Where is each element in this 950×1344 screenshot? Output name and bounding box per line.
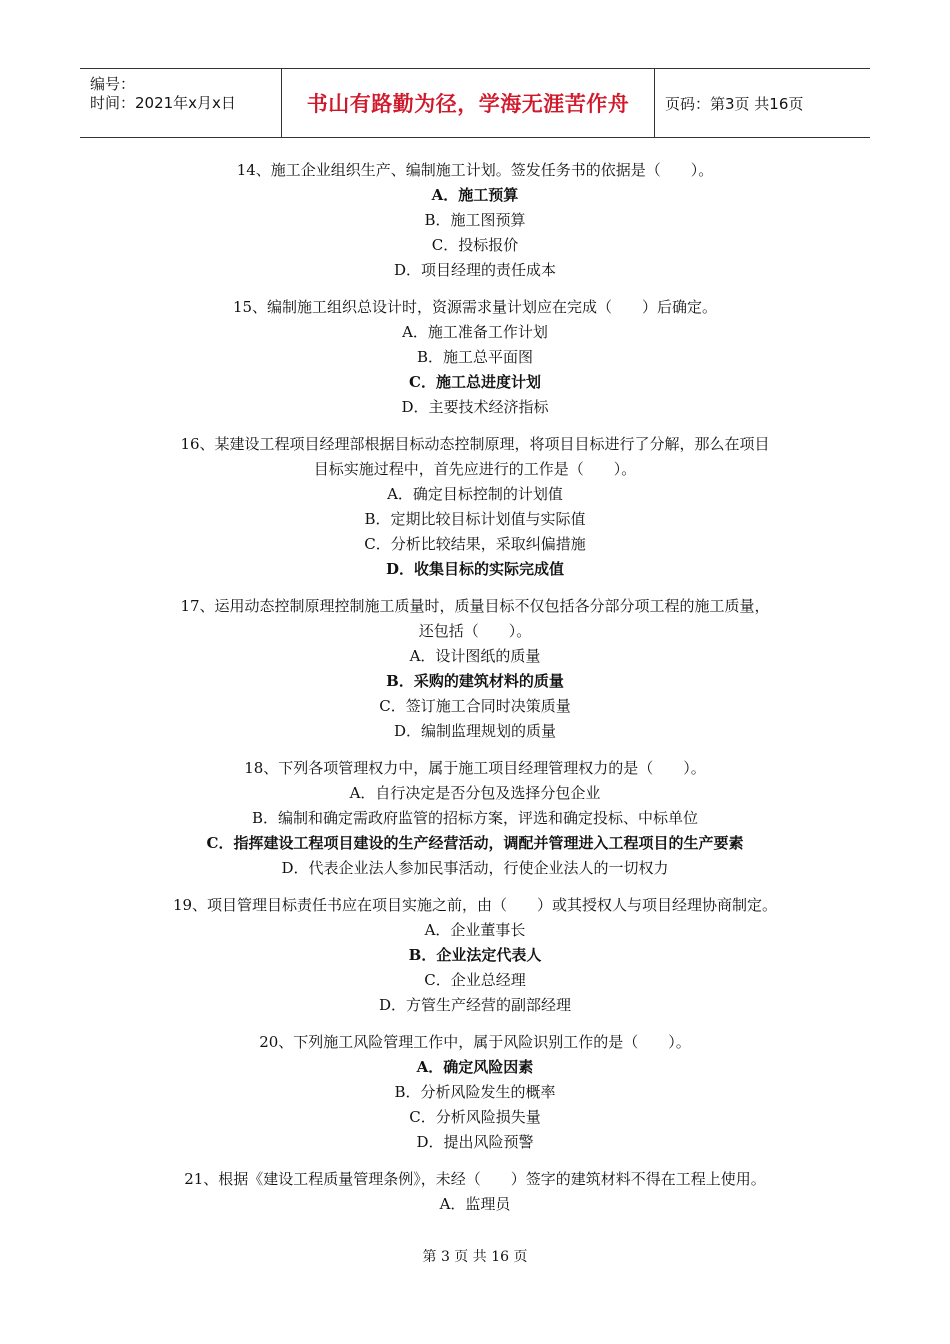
answer-option: D．主要技术经济指标 [401,398,549,416]
question-stem: 14、施工企业组织生产、编制施工计划。签发任务书的依据是（ ）。 [236,161,714,179]
code-label: 编号： [90,75,136,93]
question-block [80,295,870,420]
page-header [80,68,870,138]
question-stem: 还包括（ ）。 [418,622,532,640]
answer-option-correct: A．施工预算 [431,186,519,204]
question-block [80,1030,870,1155]
question-stem: 18、下列各项管理权力中，属于施工项目经理管理权力的是（ ）。 [244,759,706,777]
question-block [80,158,870,283]
header-motto-cell [281,69,655,137]
answer-option: C．分析比较结果，采取纠偏措施 [364,535,586,553]
answer-option: A．设计图纸的质量 [409,647,541,665]
answer-option: B．施工总平面图 [416,348,534,366]
time-label: 时间：2021年x月x日 [90,94,236,112]
question-stem: 目标实施过程中，首先应进行的工作是（ ）。 [313,460,637,478]
answer-option: A．自行决定是否分包及选择分包企业 [349,784,601,802]
header-page-cell [655,69,870,137]
answer-option-correct: D．收集目标的实际完成值 [385,560,564,578]
answer-option: C．投标报价 [431,236,519,254]
answer-option: A．企业董事长 [424,921,526,939]
answer-option: C．企业总经理 [424,971,526,989]
answer-option-correct: A．确定风险因素 [416,1058,534,1076]
answer-option-correct: C．指挥建设工程项目建设的生产经营活动，调配并管理进入工程项目的生产要素 [206,834,744,852]
answer-option: B．编制和确定需政府监管的招标方案，评选和确定投标、中标单位 [251,809,699,827]
page-footer: 第 3 页 共 16 页 [422,1249,528,1265]
answer-option: A．确定目标控制的计划值 [387,485,563,503]
question-list [80,158,870,1229]
answer-option: D．方管生产经营的副部经理 [378,996,572,1014]
question-block [80,594,870,744]
answer-option: B．施工图预算 [424,211,526,229]
question-stem: 16、某建设工程项目经理部根据目标动态控制原理，将项目目标进行了分解，那么在项目 [180,435,770,453]
answer-option: B．分析风险发生的概率 [394,1083,556,1101]
question-stem: 21、根据《建设工程质量管理条例》，未经（ ）签字的建筑材料不得在工程上使用。 [184,1170,766,1188]
answer-option: D．提出风险预警 [416,1133,534,1151]
question-block [80,893,870,1018]
question-stem: 19、项目管理目标责任书应在项目实施之前，由（ ）或其授权人与项目经理协商制定。 [172,896,778,914]
answer-option-correct: B．企业法定代表人 [408,946,542,964]
page-info: 页码：第3页 共16页 [665,94,804,113]
question-block [80,756,870,881]
question-block [80,432,870,582]
question-stem: 20、下列施工风险管理工作中，属于风险识别工作的是（ ）。 [259,1033,691,1051]
question-stem: 17、运用动态控制原理控制施工质量时，质量目标不仅包括各分部分项工程的施工质量， [180,597,770,615]
answer-option: D．代表企业法人参加民事活动，行使企业法人的一切权力 [281,859,669,877]
question-stem: 15、编制施工组织总设计时，资源需求量计划应在完成（ ）后确定。 [232,298,718,316]
answer-option: A．施工准备工作计划 [402,323,548,341]
answer-option-correct: C．施工总进度计划 [409,373,541,391]
answer-option: C．分析风险损失量 [409,1108,541,1126]
answer-option-correct: B．采购的建筑材料的质量 [386,672,564,690]
question-block [80,1167,870,1217]
answer-option: D．编制监理规划的质量 [393,722,557,740]
header-meta [80,69,280,137]
answer-option: B．定期比较目标计划值与实际值 [364,510,586,528]
answer-option: A．监理员 [439,1195,511,1213]
answer-option: C．签订施工合同时决策质量 [379,697,571,715]
answer-option: D．项目经理的责任成本 [393,261,557,279]
motto: 书山有路勤为径，学海无涯苦作舟 [306,92,630,116]
